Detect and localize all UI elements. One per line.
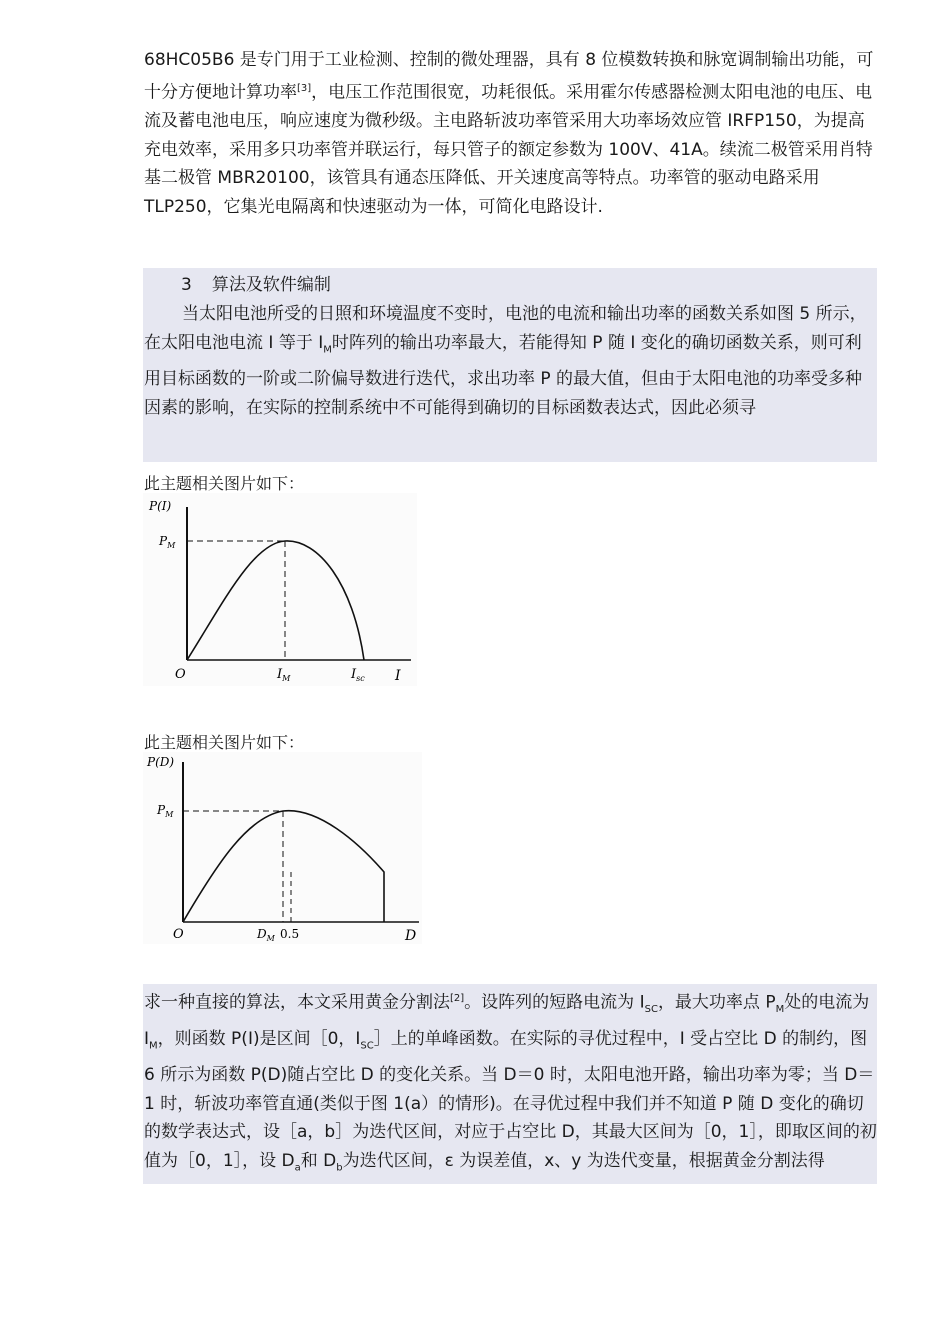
figure-1-caption: 此主题相关图片如下：: [144, 474, 305, 493]
intro-text-1: 68HC05B6 是专门用于工业检测、控制的微处理器，具有 8 位模数转换和脉宽调制输出功能，可十分方便地计算功率: [144, 50, 874, 103]
gs-text-5: ，则函数 P(I)是区间［0，I: [157, 1028, 361, 1049]
gs-sub-a: a: [294, 1162, 301, 1174]
gs-text-2: 。设阵列的短路电流为 I: [464, 992, 645, 1013]
gs-sub-sc-1: SC: [644, 1004, 658, 1016]
golden-section-paragraph: [144, 985, 877, 1183]
fig2-x-label: D: [405, 928, 417, 944]
algorithm-sub-m: M: [323, 344, 332, 356]
algorithm-text-2: 时阵列的输出功率最大，若能得知 P 随 I 变化的确切函数关系，则可利用目标函数的一阶或二阶偏导数进行迭代，求出功率 P 的最大值，但由于太阳电池的功率受多种因素的影响，在实际的控制系统中不可能得到确切的目标函数表达式，因此必须寻: [144, 332, 863, 418]
fig1-isc-label: $I_{sc}$: [351, 667, 365, 683]
gs-sub-b: b: [336, 1162, 343, 1174]
gs-text-4: 处的电流为 I: [144, 992, 870, 1049]
intro-paragraph: [144, 46, 877, 222]
fig1-peak-label: $P_M$: [159, 534, 176, 550]
intro-text-2: ，电压工作范围很宽，功耗很低。采用霍尔传感器检测太阳电池的电压、电流及蓄电池电压，响应速度为微秒级。主电路斩波功率管采用大功率场效应管 IRFP150，为提高充电效率，采用多只功率管并联运行，每只管子的额定参数为 100V、41A。续流二极管采用肖特基二极管 MBR20100，该管具有通态压降低、开关速度高等特点。功率管的驱动电路采用 TLP250，它集光电隔离和快速驱动为一体，可简化电路设计.: [144, 82, 873, 218]
gs-sub-m-2: M: [149, 1040, 158, 1052]
figure-2: [143, 752, 422, 944]
citation-3: [3]: [297, 82, 312, 94]
algorithm-text-1: 当太阳电池所受的日照和环境温度不变时，电池的电流和输出功率的函数关系如图 5 所示，在太阳电池电流 I 等于 I: [144, 304, 867, 353]
gs-text-1: 求一种直接的算法，本文采用黄金分割法: [144, 992, 450, 1013]
section-title: 算法及软件编制: [211, 275, 331, 295]
fig1-y-label: P(I): [149, 499, 172, 513]
fig2-origin: O: [173, 927, 184, 942]
fig1-origin: O: [175, 667, 186, 682]
fig1-im-label: $I_M$: [277, 667, 291, 683]
figure-2-caption: 此主题相关图片如下：: [144, 733, 305, 752]
figure-2-plot: [143, 752, 422, 944]
gs-sub-m-1: M: [775, 1004, 785, 1016]
algorithm-paragraph: [144, 300, 877, 422]
gs-sub-sc-2: SC: [360, 1040, 374, 1052]
gs-text-3: ，最大功率点 P: [657, 992, 776, 1013]
section-number: 3: [181, 275, 192, 295]
fig2-y-label: P(D): [147, 755, 175, 769]
fig2-dm-label: $D_M$: [257, 927, 275, 943]
gs-text-7: 和 D: [300, 1150, 337, 1171]
citation-2: [2]: [450, 993, 465, 1004]
fig1-power-curve: [187, 541, 364, 660]
figure-1-plot: [143, 493, 417, 686]
fig2-half-label: 0.5: [280, 927, 300, 941]
figure-1: [143, 493, 417, 686]
fig1-x-label: I: [395, 668, 401, 684]
gs-text-6: ］上的单峰函数。在实际的寻优过程中，I 受占空比 D 的制约，图 6 所示为函数 P(D)随占空比 D 的变化关系。当 D＝0 时，太阳电池开路，输出功率为零；当 D＝1 时，斩波功率管直通(类似于图 1(a）的情形)。在寻优过程中我们并不知道 P 随 D 变化的确切的数学表达式，设［a，b］为迭代区间，对应于占空比 D，其最大区间为［0，1］，即取区间的初值为［0，1］，设 D: [144, 1028, 877, 1171]
fig2-peak-label: $P_M$: [157, 803, 174, 819]
section-heading: [181, 271, 331, 300]
gs-text-8: 为迭代区间，ε 为误差值，x、y 为迭代变量，根据黄金分割法得: [342, 1150, 825, 1171]
